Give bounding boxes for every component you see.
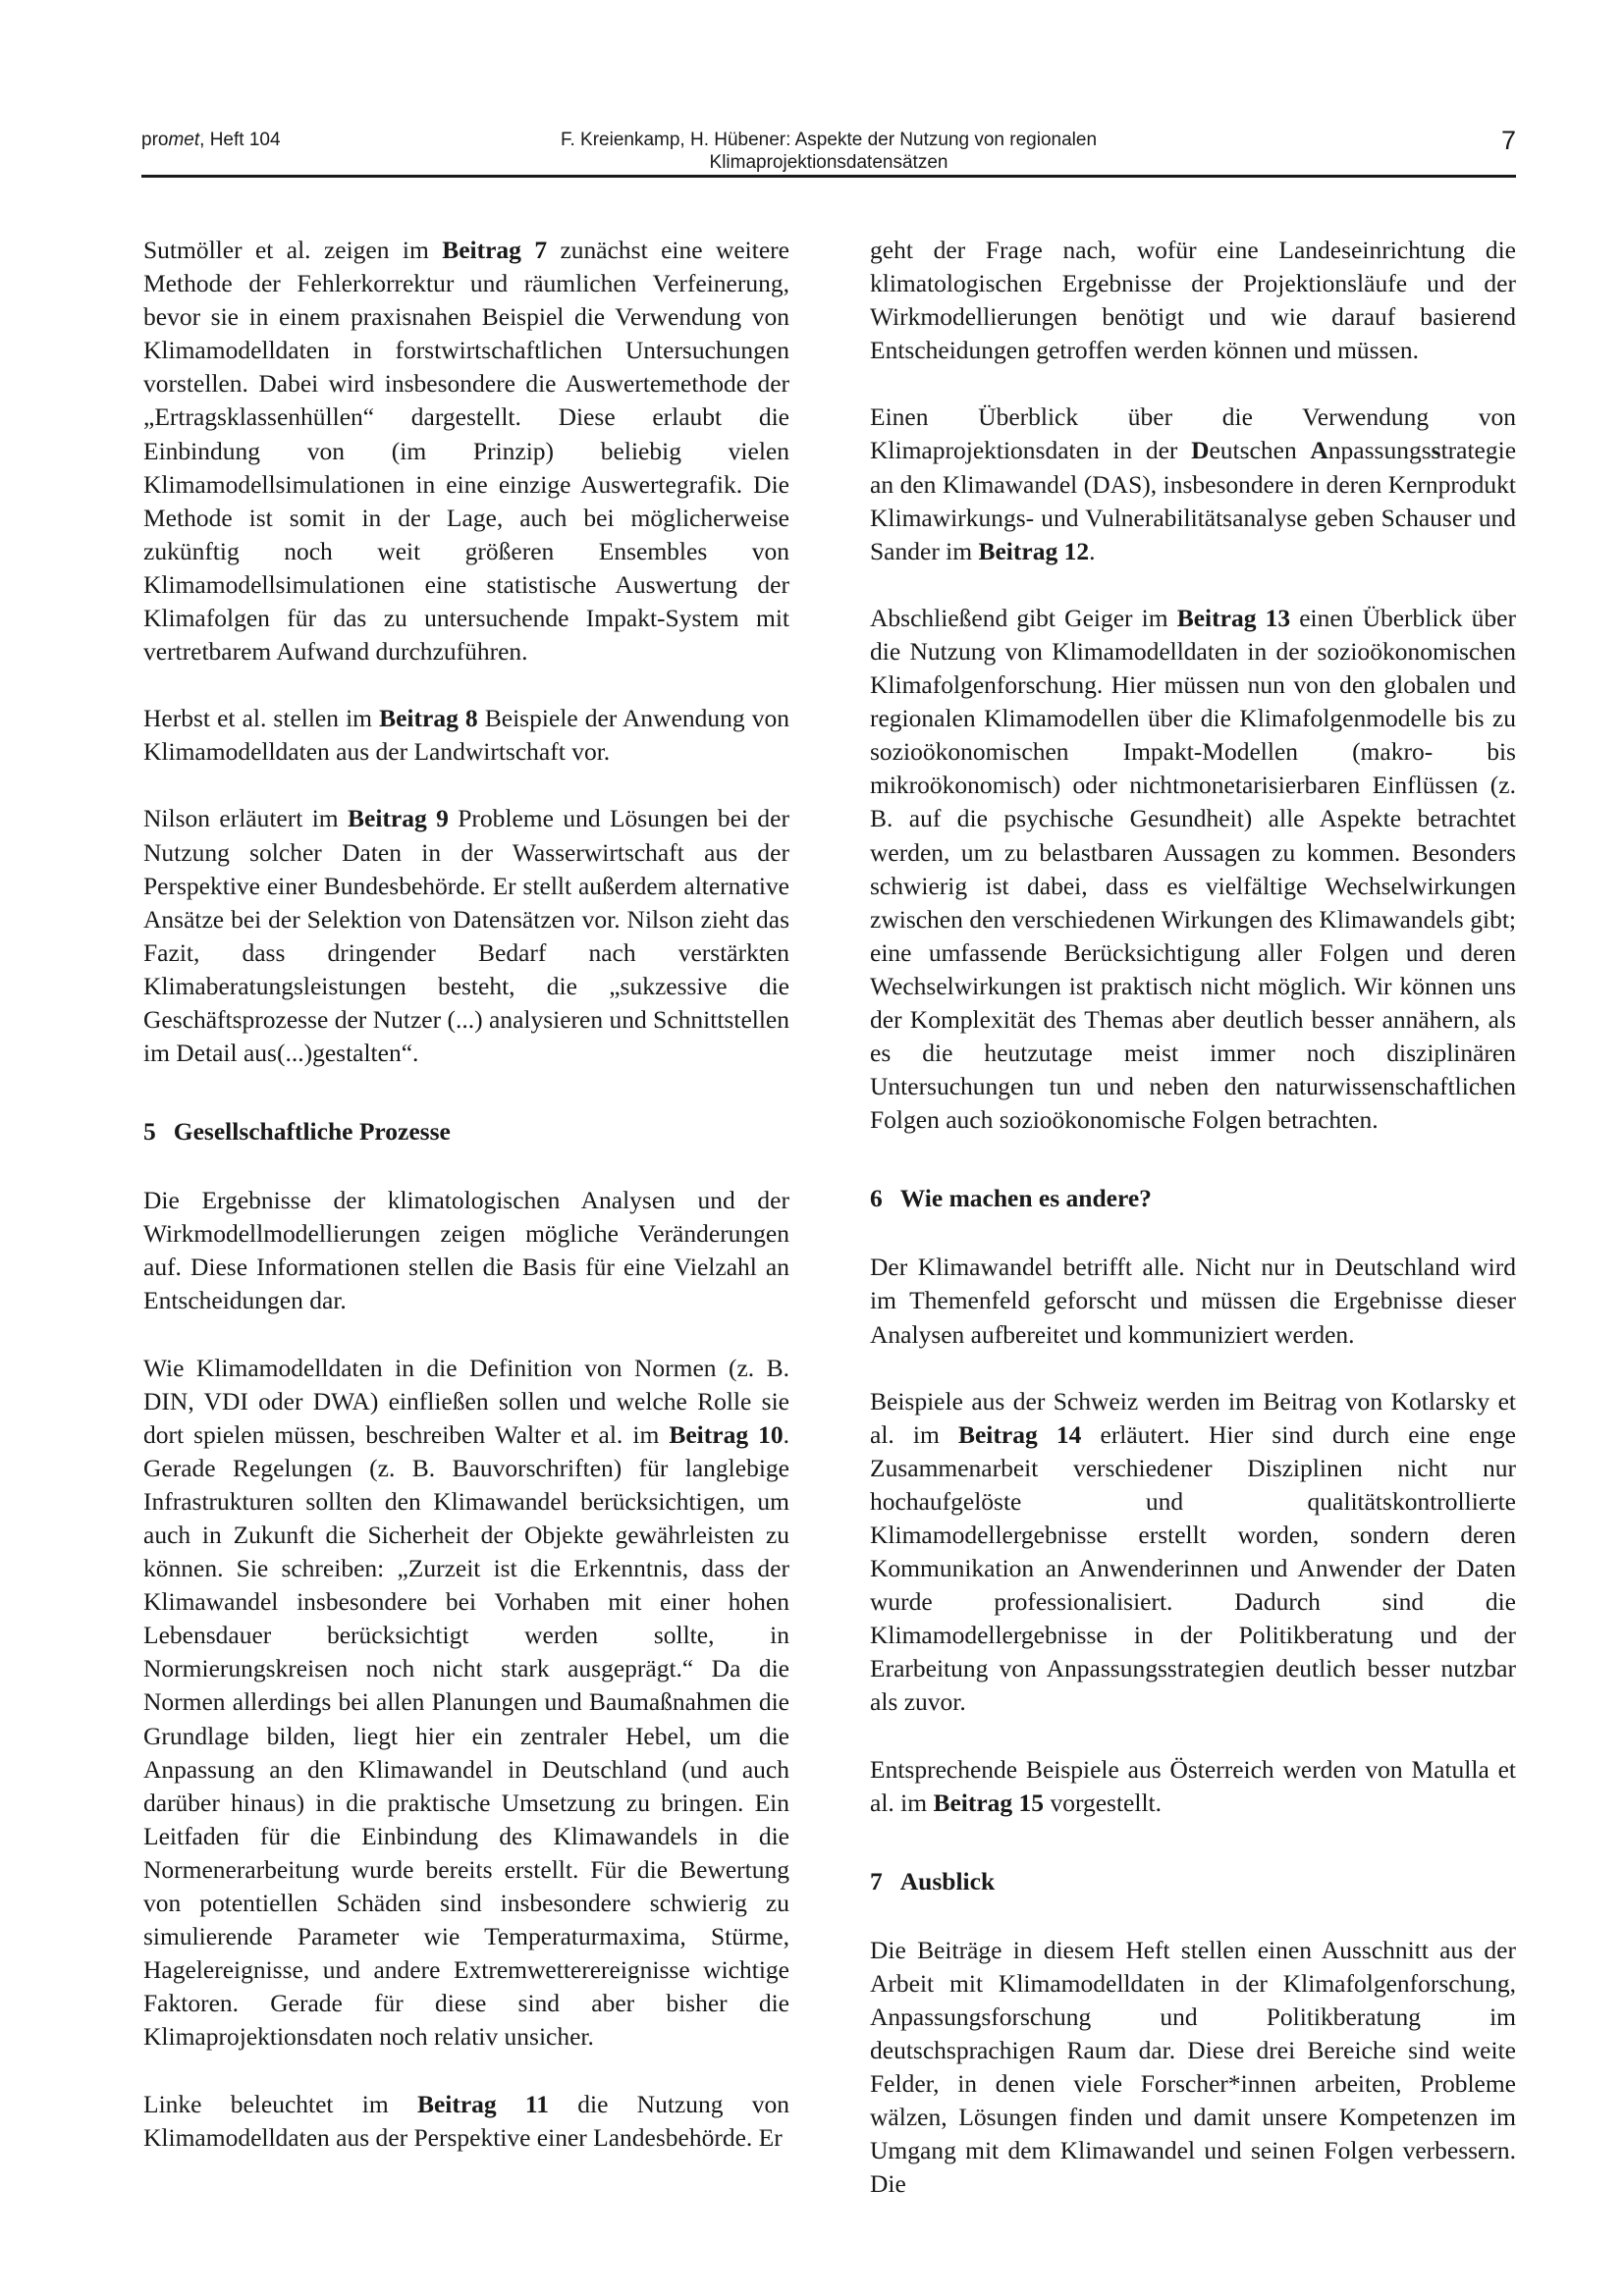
- journal-issue: [141, 129, 281, 151]
- article-reference: Beitrag 10: [669, 1419, 784, 1449]
- article-reference: Beitrag 9: [348, 804, 449, 833]
- running-header: [141, 126, 1516, 177]
- article-reference: Beitrag 13: [1176, 603, 1291, 632]
- paragraph: Einen Überblick über die Verwendung von Klimaprojektionsdaten in der Deutschen Anpassungsstrategie an den Klimawandel (DAS), insbesondere in deren Kernprodukt Klimawirkungs- und Vulnerabilitätsanalyse geben Schauser und Sander im Beitrag 12.: [870, 402, 1517, 565]
- paragraph: Entsprechende Beispiele aus Österreich werden von Matulla et al. im Beitrag 15 vorgestellt.: [870, 1754, 1516, 1817]
- section-title: Wie machen es andere?: [899, 1184, 1152, 1213]
- section-heading-5: [143, 1115, 789, 1148]
- section-number: 5: [143, 1117, 156, 1147]
- paragraph: Herbst et al. stellen im Beitrag 8 Beispiele der Anwendung von Klimamodelldaten aus der Landwirtschaft vor.: [143, 704, 789, 767]
- paragraph: Abschließend gibt Geiger im Beitrag 13 einen Überblick über die Nutzung von Klimamodelldaten in der sozioökonomischen Klimafolgenforschung. Hier müssen nun von den globalen und regionalen Klimamodellen über die Klimafolgenmodelle bis zu sozioökonomischen Impakt-Modellen (makro- bis mikroökonomisch) oder nichtmonetarisierbaren Einflüssen (z. B. auf die psychische Gesundheit) alle Aspekte betrachtet werden, um zu belastbaren Aussagen zu kommen. Besonders schwierig ist dabei, dass es vielfältige Wechselwirkungen zwischen den verschiedenen Wirkungen des Klimawandels gibt; eine umfassende Berücksichtigung aller Folgen und deren Wechselwirkungen ist praktisch nicht möglich. Wir können uns der Komplexität des Themas aber deutlich besser annähern, als es die heutzutage meist immer noch disziplinären Untersuchungen tun und neben den naturwissenschaftlichen Folgen auch sozioökonomische Folgen betrachten.: [870, 603, 1516, 1135]
- journal-name-italic: met: [168, 130, 200, 150]
- article-reference: Beitrag 15: [933, 1788, 1045, 1817]
- article-reference: Beitrag 7: [442, 236, 548, 264]
- section-heading-7: [870, 1865, 1516, 1898]
- section-heading-6: [870, 1182, 1516, 1215]
- left-column: [143, 234, 789, 2188]
- paragraph: Wie Klimamodelldaten in die Definition von Normen (z. B. DIN, VDI oder DWA) einfließen sollen und welche Rolle sie dort spielen müssen, beschreiben Walter et al. im Beitrag 10. Gerade Regelungen (z. B. Bauvorschriften) für langlebige Infrastrukturen sollten den Klimawandel berücksichtigen, um auch in Zukunft die Sicherheit der Objekte gewährleisten zu können. Sie schreiben: „Zurzeit ist die Erkenntnis, dass der Klimawandel insbesondere bei Vorhaben mit einer hohen Lebensdauer berücksichtigt werden sollte, in Normierungskreisen noch nicht stark ausgeprägt.“ Da die Normen allerdings bei allen Planungen und Baumaßnahmen die Grundlage bilden, liegt hier ein zentraler Hebel, um die Anpassung an den Klimawandel in Deutschland (und auch darüber hinaus) in die praktische Umsetzung zu bringen. Ein Leitfaden für die Einbindung des Klimawandels in die Normenerarbeitung wurde bereits erstellt. Für die Bewertung von potentiellen Schäden sind insbesondere schwierig zu simulierende Parameter wie Temperaturmaxima, Stürme, Hagelereignisse, und andere Extremwetterereignisse wichtige Faktoren. Gerade für diese sind aber bisher die Klimaprojektionsdaten noch relativ unsicher.: [143, 1353, 789, 2052]
- authors-line-1: F. Kreienkamp, H. Hübener: Aspekte der Nutzung von regionalen: [560, 130, 1098, 150]
- authors-line-2: Klimaprojektionsdatensätzen: [709, 152, 948, 173]
- article-authors-title: [456, 129, 1202, 174]
- paragraph: geht der Frage nach, wofür eine Landeseinrichtung die klimatologischen Ergebnisse der Projektionsläufe und der Wirkmodellierungen benötigt und wie darauf basierend Entscheidungen getroffen werden können und müssen.: [870, 236, 1516, 365]
- journal-issue-number: , Heft 104: [199, 130, 281, 150]
- section-number: 6: [870, 1184, 883, 1213]
- article-reference: Beitrag 12: [978, 536, 1090, 565]
- section-title: Gesellschaftliche Prozesse: [173, 1117, 451, 1147]
- article-reference: Beitrag 8: [379, 704, 478, 733]
- paragraph: Die Beiträge in diesem Heft stellen einen Ausschnitt aus der Arbeit mit Klimamodelldaten in der Klimafolgenforschung, Anpassungsforschung und Politikberatung im deutschsprachigen Raum dar. Diese drei Bereiche sind weite Felder, in denen viele Forscher*innen arbeiten, Probleme wälzen, Lösungen finden und damit unsere Kompetenzen im Umgang mit dem Klimawandel und seinen Folgen verbessern. Die: [870, 1935, 1516, 2199]
- page-number: 7: [1500, 126, 1516, 155]
- right-column: [870, 234, 1516, 2235]
- paragraph: Nilson erläutert im Beitrag 9 Probleme und Lösungen bei der Nutzung solcher Daten in der Wasserwirtschaft aus der Perspektive einer Bundesbehörde. Er stellt außerdem alternative Ansätze bei der Selektion von Datensätzen vor. Nilson zieht das Fazit, dass dringender Bedarf nach verstärkten Klimaberatungsleistungen besteht, die „sukzessive die Geschäftsprozesse der Nutzer (...) analysieren und Schnittstellen im Detail aus(...)gestalten“.: [143, 804, 789, 1068]
- paragraph: Die Ergebnisse der klimatologischen Analysen und der Wirkmodellmodellierungen zeigen mögliche Veränderungen auf. Diese Informationen stellen die Basis für eine Vielzahl an Entscheidungen dar.: [143, 1186, 789, 1315]
- paragraph: Der Klimawandel betrifft alle. Nicht nur in Deutschland wird im Themenfeld geforscht und müssen die Ergebnisse dieser Analysen aufbereitet und kommuniziert werden.: [870, 1253, 1516, 1349]
- journal-name-prefix: pro: [141, 130, 169, 150]
- article-reference: Beitrag 14: [957, 1419, 1082, 1449]
- section-number: 7: [870, 1866, 883, 1896]
- paragraph: Linke beleuchtet im Beitrag 11 die Nutzung von Klimamodelldaten aus der Perspektive einer Landesbehörde. Er: [143, 2089, 789, 2152]
- article-reference: Beitrag 11: [416, 2089, 550, 2118]
- paragraph: Beispiele aus der Schweiz werden im Beitrag von Kotlarsky et al. im Beitrag 14 erläutert. Hier sind durch eine enge Zusammenarbeit verschiedener Disziplinen nicht nur hochaufgelöste und qualitätskontrollierte Klimamodellergebnisse erstellt worden, sondern deren Kommunikation an Anwenderinnen und Anwender der Daten wurde professionalisiert. Dadurch sind die Klimamodellergebnisse in der Politikberatung und der Erarbeitung von Anpassungsstrategien deutlich besser nutzbar als zuvor.: [870, 1386, 1516, 1717]
- section-title: Ausblick: [899, 1866, 996, 1896]
- paragraph: Sutmöller et al. zeigen im Beitrag 7 zunächst eine weitere Methode der Fehlerkorrektur und räumlichen Verfeinerung, bevor sie in einem praxisnahen Beispiel die Verwendung von Klimamodelldaten in forstwirtschaftlichen Untersuchungen vorstellen. Dabei wird insbesondere die Auswertemethode der „Ertragsklassenhüllen“ dargestellt. Diese erlaubt die Einbindung von (im Prinzip) beliebig vielen Klimamodellsimulationen in eine einzige Auswertegrafik. Die Methode ist somit in der Lage, auch bei möglicherweise zukünftig noch weit größeren Ensembles von Klimamodellsimulationen eine statistische Auswertung der Klimafolgen für das zu untersuchende Impakt-System mit vertretbarem Aufwand durchzuführen.: [143, 236, 789, 667]
- header-rule: [141, 175, 1516, 178]
